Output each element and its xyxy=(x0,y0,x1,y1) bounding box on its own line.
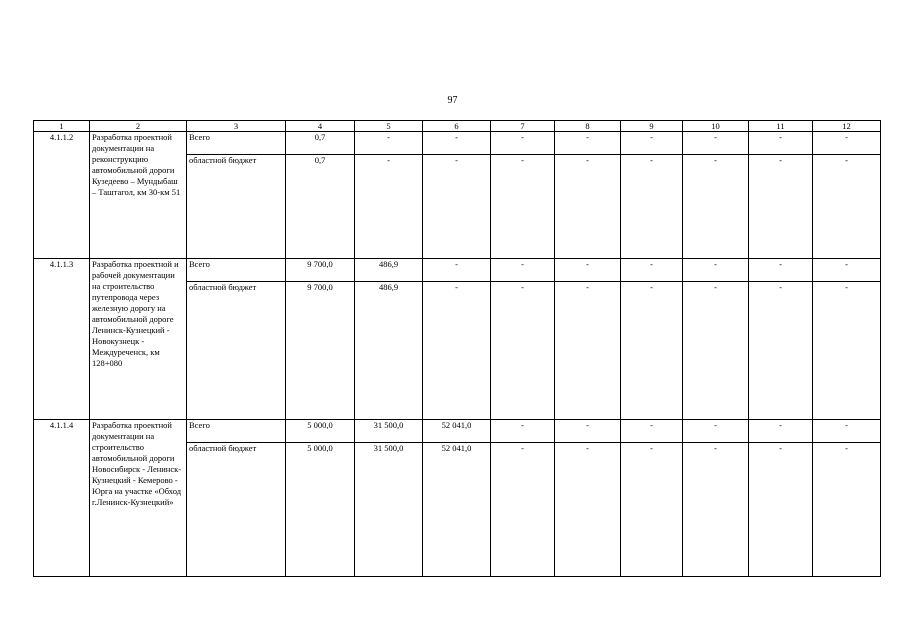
value-cell: - xyxy=(423,132,491,155)
value-cell: - xyxy=(491,420,555,443)
value-cell: - xyxy=(491,155,555,259)
value-cell: - xyxy=(749,155,813,259)
value-cell: 31 500,0 xyxy=(355,420,423,443)
value-cell: - xyxy=(621,155,683,259)
value-cell: 52 041,0 xyxy=(423,443,491,577)
value-cell: - xyxy=(355,132,423,155)
value-cell: 5 000,0 xyxy=(286,420,355,443)
column-number: 9 xyxy=(621,121,683,132)
value-cell: - xyxy=(423,259,491,282)
column-number: 12 xyxy=(813,121,881,132)
funding-source: Всего xyxy=(187,259,286,282)
value-cell: - xyxy=(683,259,749,282)
value-cell: - xyxy=(555,155,621,259)
column-number: 1 xyxy=(34,121,90,132)
value-cell: - xyxy=(491,282,555,420)
funding-source: областной бюджет xyxy=(187,155,286,259)
funding-source: областной бюджет xyxy=(187,282,286,420)
value-cell: - xyxy=(555,132,621,155)
value-cell: - xyxy=(813,420,881,443)
column-number: 6 xyxy=(423,121,491,132)
value-cell: - xyxy=(621,420,683,443)
item-code: 4.1.1.3 xyxy=(34,259,90,420)
funding-source: областной бюджет xyxy=(187,443,286,577)
column-number: 8 xyxy=(555,121,621,132)
table-row xyxy=(34,132,881,155)
value-cell: - xyxy=(813,443,881,577)
value-cell: - xyxy=(621,132,683,155)
value-cell: - xyxy=(683,420,749,443)
column-number: 4 xyxy=(286,121,355,132)
column-number: 2 xyxy=(90,121,187,132)
item-name: Разработка проектной документации на строительство автомобильной дороги Новосибирск - Ленинск-Кузнецкий - Кемерово - Юрга на участке «Обход г.Ленинск-Кузнецкий» xyxy=(90,420,187,577)
value-cell: - xyxy=(813,259,881,282)
value-cell: 9 700,0 xyxy=(286,259,355,282)
value-cell: - xyxy=(555,282,621,420)
value-cell: - xyxy=(423,155,491,259)
value-cell: - xyxy=(749,132,813,155)
value-cell: 31 500,0 xyxy=(355,443,423,577)
value-cell: - xyxy=(491,259,555,282)
value-cell: - xyxy=(621,259,683,282)
value-cell: - xyxy=(621,282,683,420)
value-cell: - xyxy=(813,132,881,155)
column-number-row xyxy=(34,121,881,132)
value-cell: - xyxy=(813,155,881,259)
column-number: 11 xyxy=(749,121,813,132)
value-cell: 5 000,0 xyxy=(286,443,355,577)
table-row xyxy=(34,420,881,443)
value-cell: - xyxy=(555,259,621,282)
value-cell: - xyxy=(749,282,813,420)
value-cell: - xyxy=(813,282,881,420)
value-cell: - xyxy=(555,443,621,577)
value-cell: 52 041,0 xyxy=(423,420,491,443)
item-name: Разработка проектной документации на реконструкцию автомобильной дороги Кузедеево – Мундыбаш – Таштагол, км 30-км 51 xyxy=(90,132,187,259)
column-number: 7 xyxy=(491,121,555,132)
value-cell: 0,7 xyxy=(286,132,355,155)
value-cell: 486,9 xyxy=(355,259,423,282)
value-cell: - xyxy=(749,259,813,282)
item-code: 4.1.1.4 xyxy=(34,420,90,577)
value-cell: - xyxy=(491,132,555,155)
value-cell: 0,7 xyxy=(286,155,355,259)
value-cell: - xyxy=(683,132,749,155)
value-cell: - xyxy=(683,282,749,420)
budget-table xyxy=(33,120,881,577)
value-cell: - xyxy=(621,443,683,577)
table-row xyxy=(34,259,881,282)
column-number: 10 xyxy=(683,121,749,132)
value-cell: - xyxy=(749,420,813,443)
value-cell: - xyxy=(491,443,555,577)
item-code: 4.1.1.2 xyxy=(34,132,90,259)
funding-source: Всего xyxy=(187,420,286,443)
value-cell: - xyxy=(355,155,423,259)
column-number: 3 xyxy=(187,121,286,132)
funding-source: Всего xyxy=(187,132,286,155)
value-cell: - xyxy=(555,420,621,443)
page-number: 97 xyxy=(447,95,458,106)
value-cell: - xyxy=(423,282,491,420)
item-name: Разработка проектной и рабочей документации на строительство путепровода через железную дорогу на автомобильной дороге Ленинск-Кузнецкий - Новокузнецк - Междуреченск, км 128+080 xyxy=(90,259,187,420)
value-cell: - xyxy=(749,443,813,577)
value-cell: 9 700,0 xyxy=(286,282,355,420)
value-cell: 486,9 xyxy=(355,282,423,420)
column-number: 5 xyxy=(355,121,423,132)
value-cell: - xyxy=(683,155,749,259)
value-cell: - xyxy=(683,443,749,577)
